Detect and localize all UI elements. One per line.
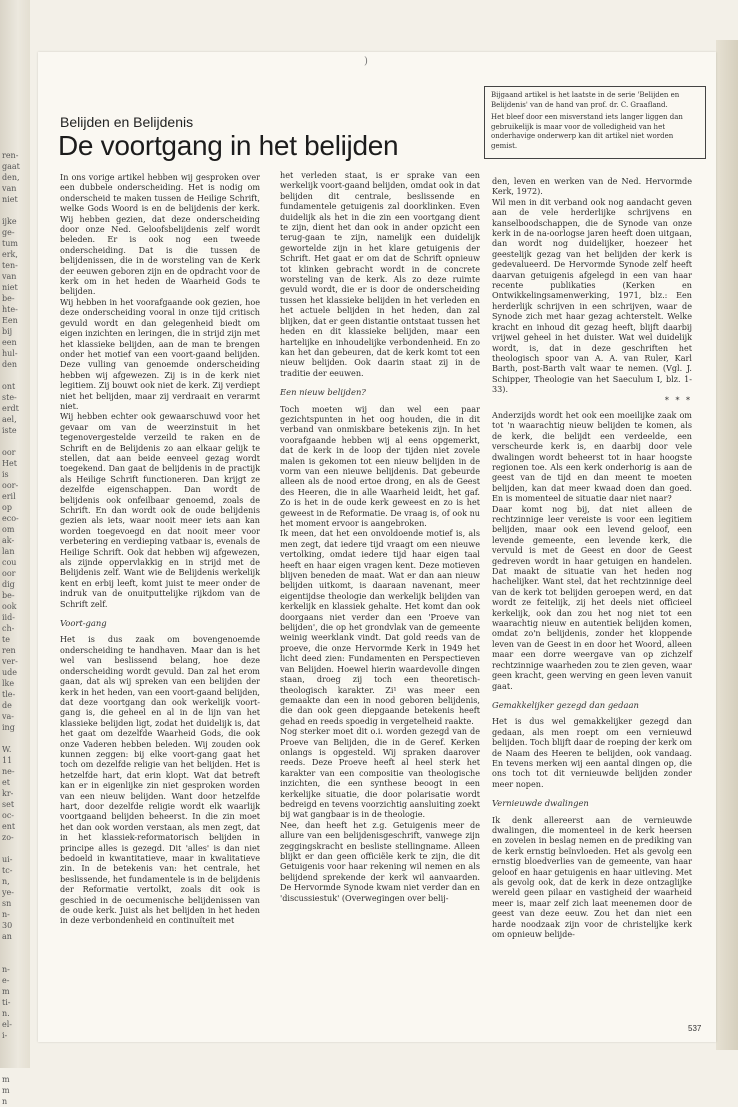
text-column-3 [492,176,692,939]
spine-fragment: iid- [2,613,15,622]
spine-fragment: ent [2,822,16,831]
document-page [38,52,716,1042]
spine-fragment: erk, [2,250,18,259]
page-number: 537 [688,1024,702,1033]
section-heading: Vernieuwde dwalingen [492,798,589,809]
paragraph: Het is dus zaak om bovengenoemde onderscheiding te handhaven. Maar dan is het wel van beslissend belang, hoe deze onderscheiding wordt gevuld. Dan zal het erom gaan, dat als wij spreken van een belijden der kerk in het heden, van een voort-gaand belijden, dat deze voortgang dan ook werkelijk voort-gang is, die geheel en al in de lijn van het klassieke belijden ligt, zodat het duidelijk is, dat het gaat om dezelfde Waarheid Gods, die ook onze Vaderen hebben beleden. Wij zouden ook kunnen zeggen: bij elke voort-gang gaat het toch om dezelfde religie van het belijden. Het is hetzelfde hart, dat erin klopt. Wat dat betreft kan er in eigenlijke zin niet gesproken worden van een nieuw belijden. Want door hetzelfde hart, door dezelfde religie wordt elk waarlijk voortgaand belijden beheerst. In die zin moet het dan ook worden verstaan, als men zegt, dat in het klassiek-reformatorisch belijden in principe alles is gezegd. Dit 'alles' is dan niet bedoeld in kwantitatieve, maar in kwalitatieve zin. In de betekenis van: het centrale, het beslissende, het fundamentele is in de belijdenis der Reformatie vertolkt, zoals dit ook is geschied in de oecumenische belijdenissen van de oude kerk. Juist als het belijden in het heden in deze verbondenheid en continuïteit met [60,634,260,926]
spine-fragment: Een [2,316,18,325]
paragraph: Wij hebben echter ook gewaarschuwd voor het gevaar om van de weerzinstuit in het tegenovergestelde verzeild te raken en de Schrift en de Belijdenis zo aan elkaar gelijk te stellen, dat aan beide eenveel gezag wordt toegekend. Dan gaat de belijdenis in de practijk als Heilige Schrift functioneren. Dan krijgt ze dezelfde eigenschappen. Dan wordt de belijdenis ook onfeilbaar genoemd, zoals de Schrift. En dan wordt ook de oude belijdenis gezien als iets, waar nooit meer iets aan kan worden toegevoegd en dat nooit meer voor verbetering en verdieping vatbaar is, evenals de Heilige Schrift. Ook dat hebben wij afgewezen, als zijnde oppervlakkig en in strijd met de Belijdenis zelf. Want wie de Belijdenis werkelijk kent en erbij leeft, komt juist te meer onder de indruk van de onuitputtelijke rijkdom van de Schrift zelf. [60,411,260,609]
spine-fragment: va- [2,712,14,721]
spine-fragment: n. [2,1009,10,1018]
spine-fragment [2,843,28,854]
spine-fragment: n- [2,965,10,974]
spine-fragment: n- [2,910,10,919]
section-heading: Voort-gang [60,618,107,629]
note-paragraph-1: Bijgaand artikel is het laatste in de serie 'Belijden en Belijdenis' van de hand van prof. dr. C. Graafland. [491,91,680,109]
spine-fragment: ge- [2,228,15,237]
note-paragraph-2: Het bleef door een misverstand iets langer liggen dan gebruikelijk is maar voor de volledigheid van het onderhavige onderwerp kan dit artikel niet worden gemist. [491,113,683,150]
spine-fragment: niet [2,195,18,204]
spine-fragment: m [2,987,10,996]
spine-fragment: eco- [2,514,19,523]
spine-fragment: ne- [2,767,15,776]
spine-fragment: tc- [2,866,13,875]
spine-fragment: m [2,1086,10,1095]
spine-fragment: m [2,1075,10,1084]
paragraph: Wij hebben in het voorafgaande ook gezien, hoe deze onderscheiding vooral in onze tijd critisch gevuld wordt en dan gelegenheid biedt om eigen inzichten en leringen, die in strijd zijn met het klassieke belijden, aan de man te brengen onder het motief van een voort-gaand belijden. Deze vulling van genoemde onderscheiding hebben wij afgewezen. Zij is in de kerk niet legitiem. Zij bouwt ook niet de kerk. Zij verdiept niet het belijden, maar zij verdraait en verarmt niet. [60,296,260,411]
spine-fragment: an [2,932,12,941]
spine-fragment: ren- [2,151,19,160]
spine-fragment: ude [2,668,18,677]
spine-fragment: te [2,635,10,644]
spine-fragment: eril [2,492,16,501]
spine-fragment: oor- [2,481,19,490]
paragraph: Anderzijds wordt het ook een moeilijke zaak om tot 'n waarachtig nieuw belijden te komen, als de kerk, die belijdt een verdeelde, een verscheurde kerk is, en daarbij door vele dwalingen wordt beheerst tot in haar hoogste regionen toe. Als een kerk onderhorig is aan de geest van de tijd en dan meent te moeten belijden, kan dat meer kwaad doen dan goed. En is momenteel de situatie daar niet naar? [492,409,692,504]
spine-fragment: zo- [2,833,14,842]
spine-fragment: lan [2,547,15,556]
spine-fragment: kr- [2,789,14,798]
spine-fragment: n, [2,877,10,886]
spine-fragment: ui- [2,855,13,864]
spine-fragment [2,1063,28,1074]
spine-fragment: iste [2,426,17,435]
spine-fragment: hte- [2,305,18,314]
spine-fragment: et [2,778,10,787]
spine-fragment: 30 [2,921,13,930]
spine-fragment: tum [2,239,18,248]
spine-fragment: oc- [2,811,14,820]
spine-fragment: ye- [2,888,14,897]
spine-fragment: ti- [2,998,11,1007]
spine-fragment: bij [2,327,13,336]
paragraph: het verleden staat, is er sprake van een werkelijk voort-gaand belijden, omdat ook in dat belijden dit centrale, beslissende en fundamentele getuigenis zal doorklinken. Even duidelijk als het in die zin een voortgang dient te zijn, dient het dan ook in ander opzicht een terug-gaan te zijn, namelijk een duidelijk gewortelde zijn in het klare getuigenis der Schrift. Het gaat er om dat de Schrift opnieuw tot klinken gebracht wordt in de concrete worsteling van de kerk. Als zo deze ruimte gevuld wordt, die er is door de onderscheiding tussen het klassieke belijden in het verleden en het actuele belijden in het heden, dan zal blijken, dat er geen distantie ontstaat tussen het heden en dit klassieke belijden, maar een hartelijke en inhoudelijke verbondenheid. En zo kan het dan gebeuren, dat de kerk komt tot een nieuw belijden. Ook daarin staat zij in de traditie der eeuwen. [280,170,480,378]
spine-fragment: oor [2,569,16,578]
spine-fragment: een [2,338,17,347]
spine-fragment: cou [2,558,17,567]
spine-fragment: set [2,800,15,809]
paragraph: Wil men in dit verband ook nog aandacht geven aan de vele herderlijke schrijvens en kanselboodschappen, die de Synode van onze kerk in de na-oorlogse jaren heeft doen uitgaan, dan wordt nog duidelijker, hoezeer het geestelijk gezag van het belijden der kerk is gedevalueerd. De Hervormde Synode zelf heeft daarvan getuigenis afgelegd in een van haar recente publikaties (Kerken en Ontwikkelingsamenwerking, 1971, blz.: Een herderlijk schrijven in een schrijven, waar de Synode zich met haar gezag achterstelt. Welke kracht en inhoud dit gezag heeft, blijft daarbij vrijwel geheel in het duister. Wat wel duidelijk wordt, is, dat in deze geschriften het theologisch spoor van A. A. van Ruler, Karl Barth, post-Barth valt waar te nemen. (Vgl. J. Schipper, Theologie van het Saeculum I, blz. 1-33). [492,196,692,395]
spine-fragment: van [2,272,17,281]
spine-fragment: ijke [2,217,17,226]
section-heading: Gemakkelijker gezegd dan gedaan [492,699,639,710]
spine-fragment: den [2,360,18,369]
spine-fragment [2,1052,28,1063]
spine-fragment: tle- [2,690,16,699]
spine-fragment: W. [2,745,12,754]
paragraph: den, leven en werken van de Ned. Hervormde Kerk, 1972). [492,176,692,197]
spine-fragment: 11 [2,756,13,765]
paragraph: Daar komt nog bij, dat niet alleen de rechtzinnige leer vereiste is voor een legitiem belijden, maar ook een levend geloof, een levende gemeente, een levende kerk, die vervuld is met de Geest en door de Geest gedreven wordt in haar getuigen en handelen. Dat maakt de situatie van het heden nog hachelijker. Want stel, dat het rechtzinnige deel van de kerk tot belijden geroepen werd, en dat wordt ze feitelijk, zij het deels niet officieel kerkelijk, ook dan zou het nog niet tot een waarachtig nieuw en autentiek belijden komen, omdat zo'n belijdenis, zonder het kloppende leven van de Geest in en door het Woord, alleen maar een dorre weergave van op zichzelf rechtzinnige waarheden zou te zien geven, waar geen kracht, geen werving en geen leven vanuit gaat. [492,503,692,691]
spine-fragment: hul- [2,349,18,358]
spine-fragment: oor [2,448,16,457]
page-stack-edge [716,40,738,1050]
paragraph: Ik meen, dat het een onvoldoende motief is, als men zegt, dat iedere tijd vraagt om een nieuwe vertolking, omdat iedere tijd haar eigen taal heeft en haar eigen vragen kent. Deze motieven blijven beneden de maat. Wat er dan aan nieuw belijden uitkomt, is daaraan navenant, meer eigentijdse theologie dan werkelijk belijden van kerkelijk en klassiek gehalte. Het komt dan ook doorgaans niet verder dan een 'Proeve van belijden', die op het grondvlak van de gemeente weinig weerklank vindt. Dat gold reeds van de proeve, die onze Hervormde Kerk in 1949 het licht deed zien: Fundamenten en Perspectieven van Belijden. Hoewel hierin waardevolle dingen staan, droeg zij toch een theoretisch-theologisch karakter. Zi¹ was meer een gemaakte dan een in nood geboren belijdenis, die dan ook geen diepgaande betekenis heeft gehad en reeds spoedig in vergetelheid raakte. [280,528,480,726]
spine-fragment: niet [2,283,18,292]
spine-fragment: ch- [2,624,15,633]
paragraph: Nog sterker moet dit o.i. worden gezegd van de Proeve van Belijden, die in de Geref. Kerken onlangs is opgesteld. Wij spraken daarover reeds. Deze Proeve heeft al heel sterk het karakter van een compositie van theologische inzichten, die een synthese beoogt in een kerkelijke situatie, die door polarisatie wordt bedreigd en tevens voorzichtig aansluiting zoekt bij wat gangbaar is in de theologie. [280,726,480,820]
paragraph: Ik denk allereerst aan de vernieuwde dwalingen, die momenteel in de kerk heersen en zovelen in beslag nemen en de prediking van de kerk ernstig beïnvloeden. Het als gevolg een ernstig bloedverlies van de gemeente, van haar geloof en haar getuigenis en haar uitleving. Met als gevolg ook, dat de kerk in deze ontzaglijke wereld geen pilaar en vastigheid der waarheid meer is, maar zelf zich laat meenemen door de geest van deze eeuw. Zou het dan niet een harde noodzaak zijn voor de christelijke kerk om opnieuw belijde- [492,814,692,940]
article-title: De voortgang in het belijden [58,130,399,161]
section-heading: Een nieuw belijden? [280,387,366,398]
spine-fragment: van [2,184,17,193]
spine-fragment [2,733,28,744]
paragraph: Nee, dan heeft het z.g. Getuigenis meer de allure van een belijdenisgeschrift, vanwege zijn zeggingskracht en besliste stellingname. Alleen blijkt er dan geen officiële kerk te zijn, die dit Getuigenis voor haar rekening wil nemen en als belijdend sprekende der kerk wil aanvaarden. De Hervormde Synode kwam niet verder dan en 'discussiestuk' (Overwegingen over belij- [280,819,480,903]
spine-fragment: el- [2,1020,12,1029]
paragraph: Toch moeten wij dan wel een paar gezichtspunten in het oog houden, die in dit verband van onmiskbare betekenis zijn. In het voorafgaande hebben wij al eens opgemerkt, dat de kerk in de loop der tijden niet zovele malen is gekomen tot een nieuw belijden in de vorm van een nieuwe belijdenis. Dat gebeurde alleen als de nood ertoe drong, en als de Geest des Heeren, die in alle Waarheid leidt, het gaf. Zo is het in de oude kerk geweest en zo is het geweest in de Reformatie. De vraag is, of ook nu het moment ervoor is aangebroken. [280,403,480,528]
spine-fragment: e- [2,976,10,985]
spine-fragment: ael, [2,415,17,424]
spine-fragment: gaat [2,162,20,171]
spine-fragment: ing [2,723,15,732]
series-label: Belijden en Belijdenis [60,114,194,130]
spine-fragment: erdt [2,404,19,413]
spine-fragment: ren [2,646,16,655]
spine-fragment: op [2,503,12,512]
top-mark: ) [364,56,368,67]
spine-fragment: n [2,1097,8,1106]
spine-fragment: be- [2,591,15,600]
text-column-1 [60,172,260,926]
spine-fragment: lke [2,679,15,688]
spine-fragment: i- [2,1031,8,1040]
section-separator: * * * [664,395,692,405]
spine-fragment: de [2,701,12,710]
spine-fragment [2,370,28,381]
spine-fragment: Het [2,459,17,468]
spine-fragment: den, [2,173,20,182]
spine-fragment: is [2,470,9,479]
spine-fragment: be- [2,294,15,303]
paragraph: In ons vorige artikel hebben wij gesproken over een dubbele onderscheiding. Het is nodig om onderscheid te maken tussen de Heilige Schrift, welke Gods Woord is en de belijdenis der kerk. Wij hebben gezien, dat deze onderscheiding door onze Ned. Geloofsbelijdenis zelf wordt beleden. Er is ook nog een tweede onderscheiding. Dat is die tussen de belijdenissen, die in de worsteling van de Kerk der eeuwen geboren zijn en de opdracht voor de kerk om in het heden de Waarheid Gods te belijden. [60,172,260,297]
paragraph: Het is dus wel gemakkelijker gezegd dan gedaan, als men roept om een vernieuwd belijden. Toch blijft daar de roeping der kerk om de Naam des Heeren te belijden, ook vandaag. En tevens merken wij een aantal dingen op, die ons toch tot dit vernieuwde belijden zonder meer nopen. [492,716,692,789]
spine-fragment: ste- [2,393,17,402]
spine-fragment: ten- [2,261,18,270]
editorial-note-box [484,86,706,159]
spine-fragment: ver- [2,657,18,666]
spine-fragment: ak- [2,536,15,545]
spine-fragment [2,1041,28,1052]
spine-fragment [2,942,28,953]
spine-fragment: dig [2,580,15,589]
adjacent-page-text [2,150,28,1107]
spine-fragment [2,436,28,447]
spine-fragment [2,205,28,216]
adjacent-page-edge [0,0,30,1106]
spine-fragment: om [2,525,15,534]
spine-fragment: ook [2,602,17,611]
spine-fragment [2,953,28,964]
spine-fragment: sn [2,899,12,908]
text-column-2 [280,170,480,903]
spine-fragment: ont [2,382,16,391]
